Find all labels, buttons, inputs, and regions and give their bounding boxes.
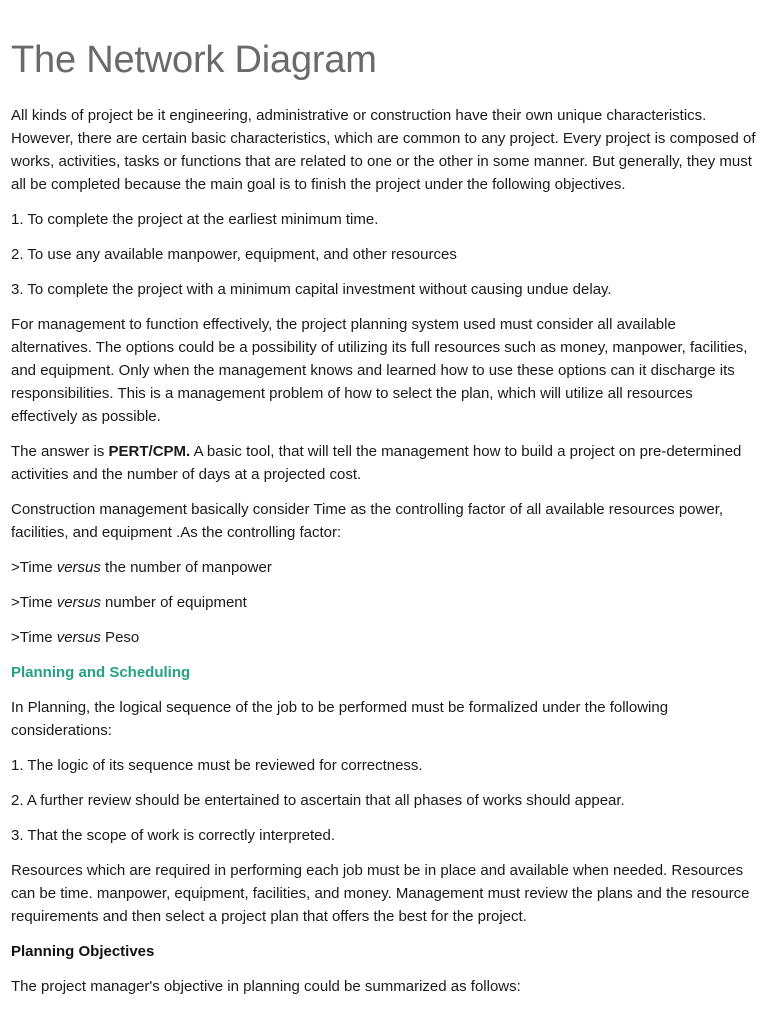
versus-text: versus <box>56 594 101 611</box>
time-prefix: >Time <box>11 559 57 576</box>
versus-text: versus <box>56 559 101 576</box>
answer-paragraph <box>11 440 757 486</box>
consideration-item: 2. A further review should be entertained to ascertain that all phases of works should appear. <box>11 792 625 809</box>
planning-scheduling-heading: Planning and Scheduling <box>11 664 191 681</box>
time-versus-item <box>11 591 757 614</box>
answer-rest: A basic tool, that will tell the management how to build a project on pre-determined activities and the number of days at a projected cost. <box>11 443 742 483</box>
objective-item: 3. To complete the project with a minimum capital investment without causing undue delay. <box>11 281 612 298</box>
time-rest: number of equipment <box>100 594 247 611</box>
planning-intro-paragraph: In Planning, the logical sequence of the job to be performed must be formalized under the following considerations: <box>11 699 669 739</box>
page-title: The Network Diagram <box>11 39 377 81</box>
objective-item: 2. To use any available manpower, equipment, and other resources <box>11 246 457 263</box>
management-paragraph: For management to function effectively, the project planning system used must consider all available alternatives. The options could be a possibility of utilizing its full resources such as money, manpower, facilities, and equipment. Only when the management knows and learned how to use these options can it discharge its responsibilities. This is a management problem of how to select the plan, which will utilize all resources effectively as possible. <box>11 316 748 425</box>
construction-paragraph: Construction management basically consider Time as the controlling factor of all available resources power, facilities, and equipment .As the controlling factor: <box>11 501 724 541</box>
consideration-item: 3. That the scope of work is correctly interpreted. <box>11 827 336 844</box>
resources-paragraph: Resources which are required in performing each job must be in place and available when needed. Resources can be time. manpower, equipment, facilities, and money. Management must review the plans and the resource requirements and then select a project plan that offers the best for the project. <box>11 862 750 925</box>
consideration-item: 1. The logic of its sequence must be reviewed for correctness. <box>11 757 423 774</box>
time-versus-item <box>11 556 757 579</box>
versus-text: versus <box>56 629 101 646</box>
time-prefix: >Time <box>11 629 57 646</box>
time-rest: Peso <box>100 629 140 646</box>
answer-prefix: The answer is <box>11 443 109 460</box>
planning-objectives-heading: Planning Objectives <box>11 943 155 960</box>
time-prefix: >Time <box>11 594 57 611</box>
time-versus-item <box>11 626 757 649</box>
answer-bold: PERT/CPM. <box>108 443 191 460</box>
planning-objectives-intro: The project manager's objective in planning could be summarized as follows: <box>11 978 521 995</box>
intro-paragraph: All kinds of project be it engineering, administrative or construction have their own unique characteristics. However, there are certain basic characteristics, which are common to any project. Every project is composed of works, activities, tasks or functions that are related to one or the other in some manner. But generally, they must all be completed because the main goal is to finish the project under the following objectives. <box>11 107 756 193</box>
time-rest: the number of manpower <box>100 559 272 576</box>
objective-item: 1. To complete the project at the earliest minimum time. <box>11 211 379 228</box>
